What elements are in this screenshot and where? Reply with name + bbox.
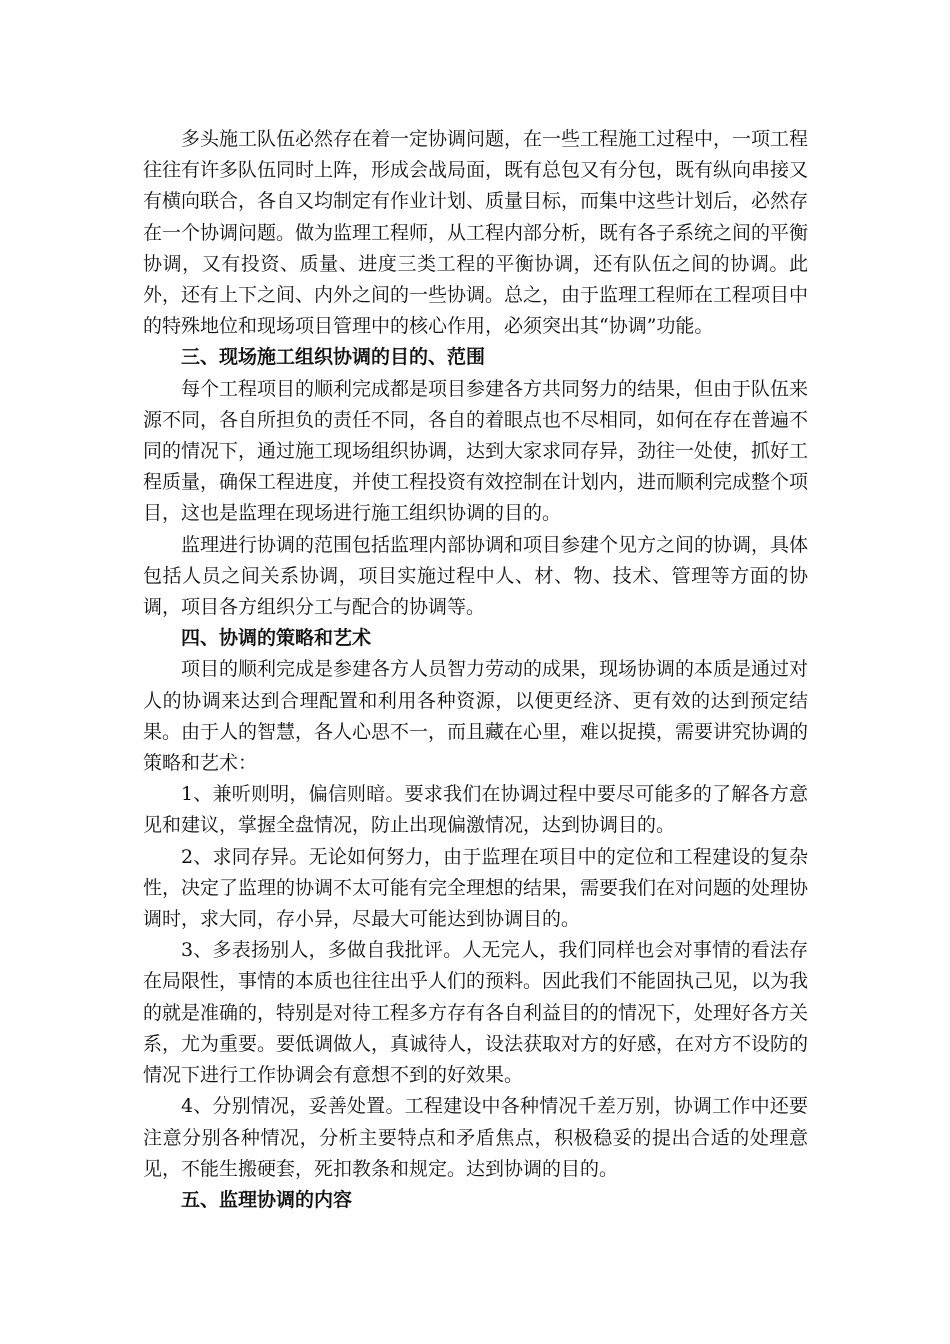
paragraph-multi-team-coordination: 多头施工队伍必然存在着一定协调问题，在一些工程施工过程中，一项工程往往有许多队伍同时上阵，形成会战局面，既有总包又有分包，既有纵向串接又有横向联合，各自又均制定有作业计划、质量目标，而集中这些计划后，必然存在一个协调问题。做为监理工程师，从工程内部分析，既有各子系统之间的平衡协调，又有投资、质量、进度三类工程的平衡协调，还有队伍之间的协调。此外，还有上下之间、内外之间的一些协调。总之，由于监理工程师在工程项目中的特殊地位和现场项目管理中的核心作用，必须突出其“协调”功能。 — [143, 128, 809, 338]
paragraph-strategy-4: 4、分别情况，妥善处置。工程建设中各种情况千差万别，协调工作中还要注意分别各种情况，分析主要特点和矛盾焦点，积极稳妥的提出合适的处理意见，不能生搬硬套，死扣教条和规定。达到协调的目的。 — [143, 1095, 808, 1180]
section-heading-3: 三、现场施工组织协调的目的、范围 — [181, 346, 486, 369]
paragraph-strategy-2: 2、求同存异。无论如何努力，由于监理在项目中的定位和工程建设的复杂性，决定了监理的协调不太可能有完全理想的结果，需要我们在对问题的处理协调时，求大同，存小异，尽最大可能达到协调目的。 — [143, 845, 809, 931]
document-body — [143, 124, 808, 1216]
section-heading-5: 五、监理协调的内容 — [181, 1188, 353, 1211]
paragraph-strategy-3: 3、多表扬别人，多做自我批评。人无完人，我们同样也会对事情的看法存在局限性，事情的本质也往往出乎人们的预料。因此我们不能固执己见，以为我的就是准确的，特别是对待工程多方存有各自利益目的的情况下，处理好各方关系，尤为重要。要低调做人，真诚待人，设法获取对方的好感，在对方不设防的情况下进行工作协调会有意想不到的好效果。 — [143, 939, 809, 1087]
paragraph-purpose: 每个工程项目的顺利完成都是项目参建各方共同努力的结果，但由于队伍来源不同，各自所担负的责任不同，各自的着眼点也不尽相同，如何在存在普遍不同的情况下，通过施工现场组织协调，达到大家求同存异，劲往一处使，抓好工程质量，确保工程进度，并使工程投资有效控制在计划内，进而顺利完成整个项目，这也是监理在现场进行施工组织协调的目的。 — [143, 377, 809, 525]
paragraph-strategy-intro: 项目的顺利完成是参建各方人员智力劳动的成果，现场协调的本质是通过对人的协调来达到合理配置和利用各种资源，以便更经济、更有效的达到预定结果。由于人的智慧，各人心思不一，而且藏在心里，难以捉摸，需要讲究协调的策略和艺术： — [143, 658, 809, 775]
section-heading-4: 四、协调的策略和艺术 — [181, 627, 372, 650]
paragraph-scope: 监理进行协调的范围包括监理内部协调和项目参建个见方之间的协调，具体包括人员之间关系协调，项目实施过程中人、材、物、技术、管理等方面的协调，项目各方组织分工与配合的协调等。 — [143, 533, 809, 619]
paragraph-strategy-1: 1、兼听则明，偏信则暗。要求我们在协调过程中要尽可能多的了解各方意见和建议，掌握全盘情况，防止出现偏激情况，达到协调目的。 — [143, 783, 808, 837]
